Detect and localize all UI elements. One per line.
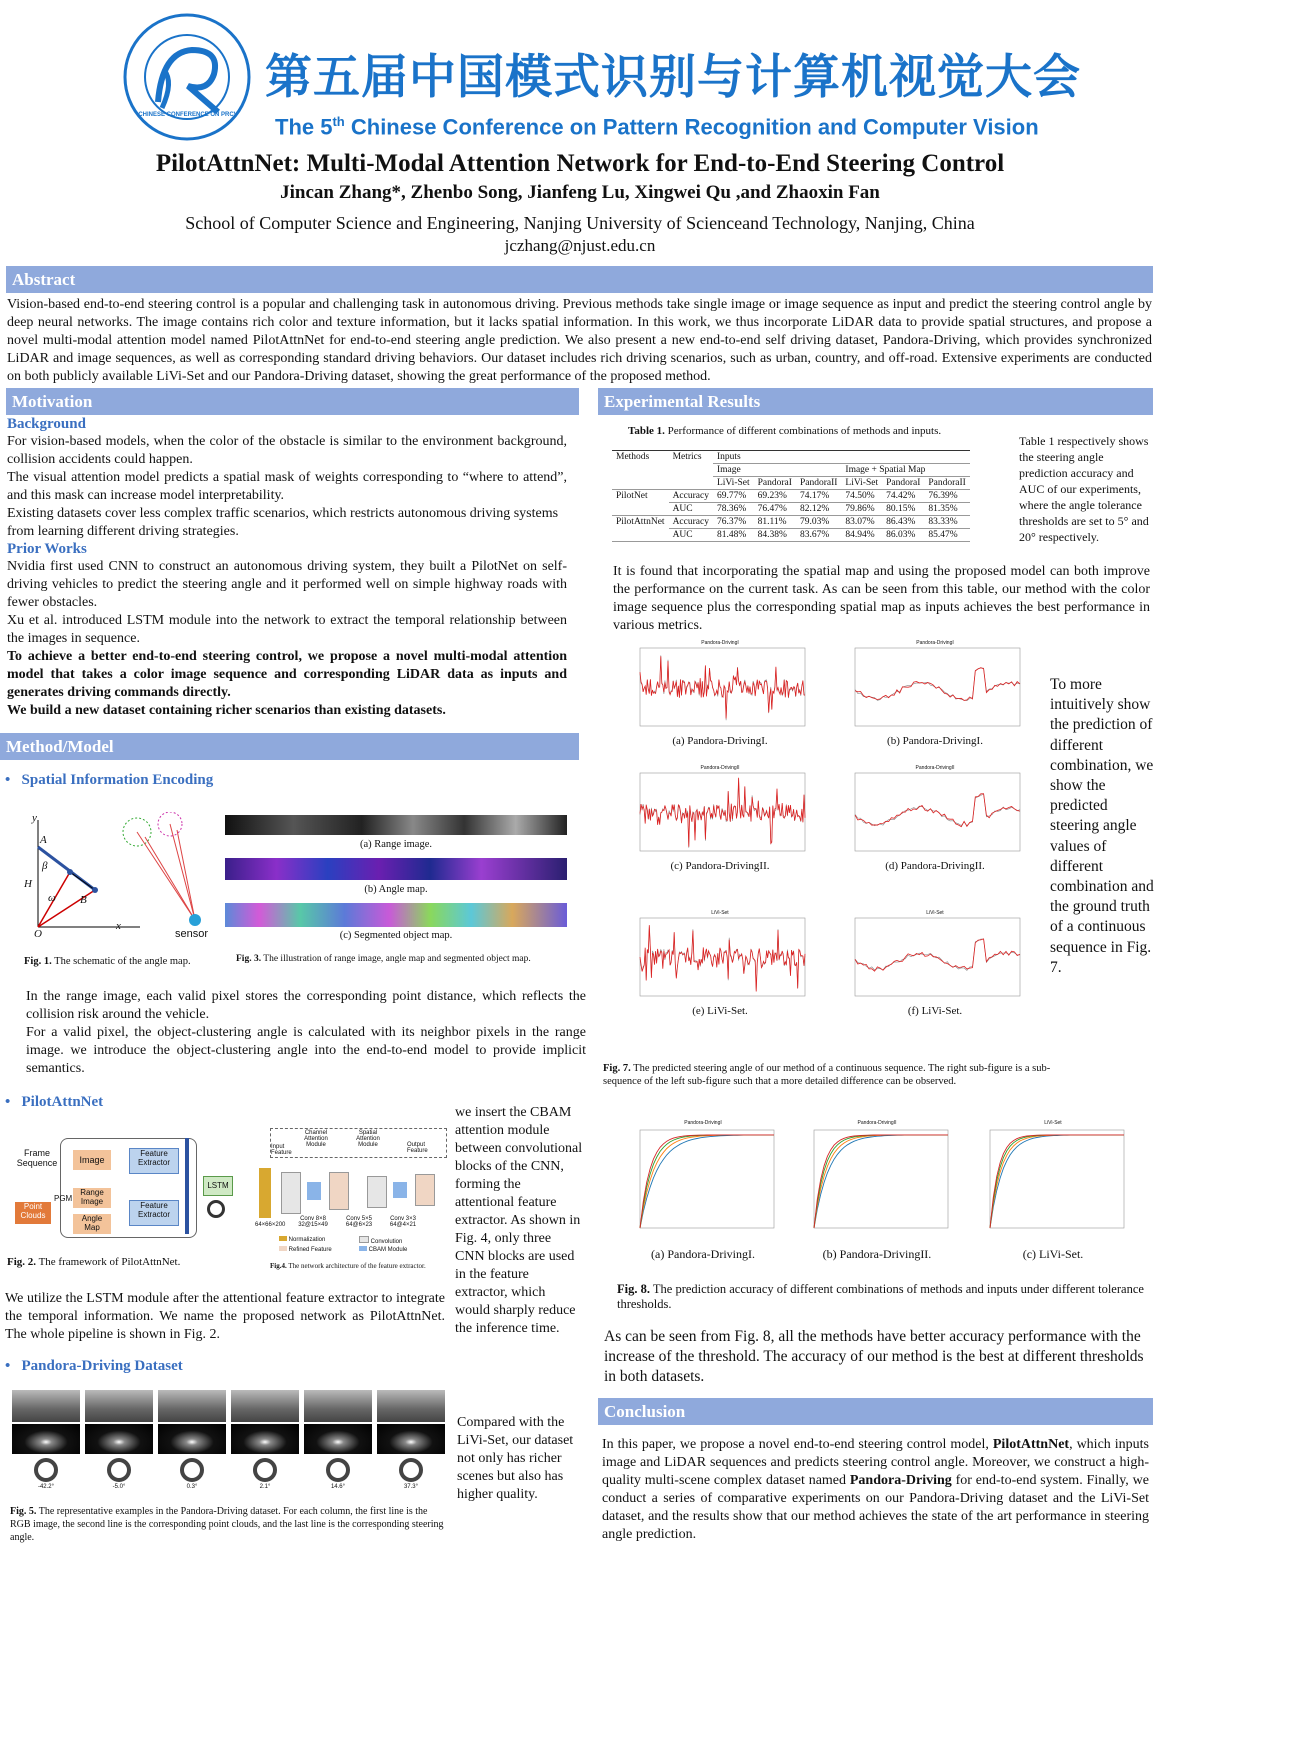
prior-works-title: Prior Works (7, 541, 87, 557)
fig4-block4 (415, 1174, 435, 1206)
fig5-caption-text: The representative examples in the Pandora-Driving dataset. For each column, the first line is the RGB image, the second line is the corresponding point clouds, and the last line is the corresponding steering angle. (10, 1506, 444, 1543)
fig4-legend-conv (359, 1236, 402, 1245)
fig3-sub-b: (b) Angle map. (364, 884, 428, 895)
table-row (612, 490, 970, 503)
fig7-plot (845, 916, 1025, 1006)
fig7-chart-title: LiVi-Set (926, 910, 944, 916)
prior-works-bold1: To achieve a better end-to-end steering control, we propose a novel multi-modal attention model that takes a color image sequence and corresponding LiDAR data as inputs and generates driving commands directly. (7, 649, 567, 700)
th-cols-row (612, 477, 970, 490)
logo-lettering: CHINESE CONFERENCE ON PRCV (138, 112, 238, 118)
fig1-caption-text: The schematic of the angle map. (51, 956, 191, 967)
cell-method: PilotNet (612, 490, 669, 503)
fig3-segmented-map (225, 903, 567, 927)
cell-method (612, 503, 669, 516)
cell-value: 80.15% (882, 503, 924, 516)
fig7-plot (630, 646, 810, 736)
fig7-chart-title: LiVi-Set (711, 910, 729, 916)
fig5-point-cloud (231, 1424, 299, 1454)
authors: Jincan Zhang*, Zhenbo Song, Jianfeng Lu, Xingwei Qu ,and Zhaoxin Fan (280, 182, 880, 203)
fig7-plot (630, 771, 810, 861)
fig8-chart (628, 1120, 778, 1240)
fig8-plot (628, 1126, 778, 1238)
th-empty1 (612, 464, 669, 477)
fig4-conv-text: Convolution (370, 1239, 403, 1245)
fig1-label-h: H (24, 878, 32, 890)
steering-wheel-icon (34, 1458, 58, 1482)
background-p2: The visual attention model predicts a spatial mask of weights corresponding to “where to attend”, and this mask can increase model interpretability. (7, 470, 567, 503)
cell-value: 86.03% (882, 529, 924, 542)
cell-value: 76.39% (924, 490, 969, 503)
fig8-caption-label: Fig. 8. (617, 1282, 650, 1296)
fig8-plot-frame (640, 1130, 774, 1228)
steering-wheel-icon (253, 1458, 277, 1482)
fig4-c1: Conv 8×8 32@15×49 (298, 1216, 328, 1228)
prior-works-p2: Xu et al. introduced LSTM module into the network to extract the temporal relationship between the images in sequence. (7, 613, 567, 646)
fig4-c3: Conv 3×3 64@4×21 (389, 1216, 417, 1228)
email: jczhang@njust.edu.cn (504, 236, 656, 255)
table-row (612, 516, 970, 529)
background-p3: Existing datasets cover less complex traffic scenarios, which restricts autonomous driving systems from learning different driving strategies. (7, 506, 559, 539)
fig8-sub-caption: (b) Pandora-DrivingII. (822, 1247, 932, 1261)
fig7-plot-frame (855, 648, 1020, 726)
motivation-body (7, 416, 567, 720)
sensor-label: sensor (175, 928, 209, 940)
fig8-chart-title: LiVi-Set (1044, 1120, 1062, 1126)
fig4-input-block (259, 1168, 271, 1218)
fig7-plot (845, 646, 1025, 736)
fig5-point-cloud (377, 1424, 445, 1454)
fig1-label-beta: β (42, 860, 48, 872)
fig2-lstm: LSTM (203, 1176, 233, 1196)
fig4-c2: Conv 5×5 64@6×23 (345, 1216, 373, 1228)
fig3-caption (236, 953, 576, 966)
cell-value: 76.47% (754, 503, 796, 516)
fig4-cbam1 (307, 1182, 321, 1200)
results-table-wrap (612, 450, 970, 542)
fig2-range-image: Range Image (73, 1188, 111, 1208)
fig5-angle-label: 37.3° (403, 1484, 419, 1490)
fig7-chart-title: Pandora-DrivingII (700, 765, 740, 771)
table-caption-label: Table 1. (628, 425, 665, 437)
sie-title-text: Spatial Information Encoding (21, 772, 214, 788)
fig7-caption-label: Fig. 7. (603, 1063, 631, 1074)
cell-value: 79.86% (841, 503, 882, 516)
lstm-text: We utilize the LSTM module after the attentional feature extractor to integrate the temporal information. We name the proposed network as PilotAttnNet. The whole pipeline is shown in Fig. 2. (5, 1291, 445, 1342)
pilotattnnet-title-text: PilotAttnNet (21, 1094, 104, 1110)
fig3-angle-map (225, 858, 567, 880)
cell-metric: Accuracy (669, 516, 713, 529)
th-inputs: Inputs (713, 451, 970, 464)
fig8-sub-caption: (a) Pandora-DrivingI. (651, 1247, 755, 1261)
prior-works-bold2: We build a new dataset containing richer scenarios than existing datasets. (7, 703, 446, 718)
fig4-sam: Spatial Attention Module (356, 1130, 380, 1148)
fig2-caption (7, 1256, 237, 1269)
fig4-legend-norm (279, 1236, 325, 1243)
sie-title: • Spatial Information Encoding (5, 772, 214, 788)
cell-value: 86.43% (882, 516, 924, 529)
cell-value: 74.17% (796, 490, 841, 503)
cell-method: PilotAttnNet (612, 516, 669, 529)
cell-metric: Accuracy (669, 490, 713, 503)
method-heading: Method/Model (0, 733, 579, 760)
fig4-dim0: 64×66×200 (255, 1222, 286, 1228)
cell-value: 81.11% (754, 516, 796, 529)
background-p1: For vision-based models, when the color of the obstacle is similar to the environment background, collision accidents could happen. (7, 434, 567, 467)
fig4-block2 (329, 1172, 349, 1210)
fig2-fe2: Feature Extractor (129, 1200, 179, 1226)
fig1-caption (24, 955, 219, 968)
fig5-point-cloud (85, 1424, 153, 1454)
fig8-caption (617, 1282, 1147, 1312)
fig7-chart (630, 910, 810, 1005)
fig4-caption-label: Fig.4. (270, 1262, 287, 1270)
th-methods: Methods (612, 451, 669, 464)
fig4-norm-text: Normalization (288, 1237, 326, 1243)
table-row (612, 529, 970, 542)
cell-value: 69.77% (713, 490, 754, 503)
fig4-refined-text: Refined Feature (288, 1247, 332, 1253)
conf-title-sup: th (332, 114, 345, 129)
steering-wheel-icon (326, 1458, 350, 1482)
fig7-sub-caption: (d) Pandora-DrivingII. (885, 860, 985, 872)
cell-value: 81.35% (924, 503, 969, 516)
paper-title: PilotAttnNet: Multi-Modal Attention Network for End-to-End Steering Control (155, 150, 1005, 177)
table-side-text: Table 1 respectively shows the steering angle prediction accuracy and AUC of our experiments, where the angle tolerance thresholds are set to 5° and 20° respectively. (1019, 434, 1149, 544)
concl-t1: In this paper, we propose a novel end-to-end steering control model, (602, 1437, 993, 1452)
cell-value: 69.23% (754, 490, 796, 503)
table-caption-text: Performance of different combinations of methods and inputs. (664, 425, 942, 437)
cell-value: 83.33% (924, 516, 969, 529)
fig8-plot (802, 1126, 952, 1238)
cell-value: 78.36% (713, 503, 754, 516)
pandora-title: • Pandora-Driving Dataset (5, 1358, 183, 1374)
chinese-conference-title: 第五届中国模式识别与计算机视觉大会 (265, 50, 1081, 105)
fig3-sub-a: (a) Range image. (359, 839, 432, 850)
affiliation: School of Computer Science and Engineering, Nanjing University of Scienceand Technology, Nanjing, China (185, 213, 975, 233)
th-empty2 (669, 464, 713, 477)
fig5-point-cloud (158, 1424, 226, 1454)
fig1-label-b: B (80, 894, 87, 906)
fig8-chart-title: Pandora-DrivingI (684, 1120, 722, 1126)
fig7-chart (845, 765, 1025, 860)
fig5-angle-label: 0.3° (186, 1484, 198, 1490)
concl-b2: Pandora-Driving (849, 1473, 952, 1488)
cell-value: 81.48% (713, 529, 754, 542)
fig7-chart (845, 910, 1025, 1005)
cell-metric: AUC (669, 529, 713, 542)
fig3-sub-c: (c) Segmented object map. (339, 930, 453, 941)
fig4-block1 (281, 1172, 301, 1214)
fig7-side-text: To more intuitively show the prediction of different combination, we show the predicted steering angle values of different combination and the ground truth of a continuous sequence in Fig. 7. (1050, 676, 1154, 976)
fig2-point-clouds: Point Clouds (15, 1202, 51, 1224)
fig5-angle-label: 2.1° (259, 1484, 271, 1490)
fig2-framework (5, 1136, 250, 1241)
fig4-cam: Channel Attention Module (304, 1130, 328, 1148)
fig7-plot (630, 916, 810, 1006)
cell-value: 74.50% (841, 490, 882, 503)
cell-value: 74.42% (882, 490, 924, 503)
conf-title-pre: The 5 (275, 114, 333, 140)
concl-b1: PilotAttnNet (992, 1437, 1070, 1452)
th-empty3 (612, 477, 669, 490)
fig7-sub-caption: (a) Pandora-DrivingI. (672, 735, 768, 747)
fig5-point-cloud (304, 1424, 372, 1454)
conf-title-post: Chinese Conference on Pattern Recognition and Computer Vision (344, 114, 1039, 140)
table-text: It is found that incorporating the spatial map and using the proposed model can both improve the performance on the current task. As can be seen from this table, our method with the color image sequence plus the corresponding spatial map as inputs achieves the best performance in various metrics. (613, 564, 1150, 633)
th-col-4: PandoraI (882, 477, 924, 490)
fig7-chart-title: Pandora-DrivingI (916, 640, 954, 646)
cell-value: 83.07% (841, 516, 882, 529)
cell-value: 79.03% (796, 516, 841, 529)
sensor-illustration (115, 812, 220, 942)
fig7-chart (630, 640, 810, 735)
fig2-pgm: PGM (54, 1194, 73, 1203)
steering-wheel-icon (399, 1458, 423, 1482)
fig7-sub-caption: (b) Pandora-DrivingI. (887, 735, 983, 747)
concl-t3: for end-to-end system. Finally, we conduct a series of comparative experiments on our Pandora-Driving dataset and the LiVi-Set dataset, and the results show that our method achieves the state of the art performance in steering angle prediction. (602, 1473, 1149, 1542)
pandora-title-text: Pandora-Driving Dataset (21, 1358, 183, 1374)
fig7-chart (630, 765, 810, 860)
steering-wheel-icon (107, 1458, 131, 1482)
fig7-caption-text: The predicted steering angle of our method of a continuous sequence. The right sub-figure is a sub-sequence of the left sub-figure such that a more detailed difference can be observed. (603, 1063, 1051, 1087)
results-table (612, 450, 970, 542)
fig1-label-a: A (40, 834, 47, 846)
fig7-chart-title: Pandora-DrivingI (701, 640, 739, 646)
fig8-text: As can be seen from Fig. 8, all the methods have better accuracy performance with the increase of the threshold. The accuracy of our method is the best at different thresholds in both datasets. (604, 1328, 1144, 1385)
fig5-angle-label: -5.0° (112, 1484, 126, 1490)
background-title: Background (7, 416, 86, 432)
th-col-1: PandoraI (754, 477, 796, 490)
fig5-rgb-image (12, 1390, 80, 1422)
fig4-legend-cbam (359, 1246, 407, 1253)
sie-p1: In the range image, each valid pixel stores the corresponding point distance, which reflects the collision risk around the vehicle. (26, 989, 586, 1022)
steering-wheel-icon (207, 1200, 225, 1218)
fig7-plot-frame (855, 918, 1020, 996)
cell-value: 85.47% (924, 529, 969, 542)
fig7-sub-caption: (f) LiVi-Set. (907, 1005, 963, 1017)
fig8-chart (978, 1120, 1128, 1240)
fig5-rgb-image (85, 1390, 153, 1422)
table-caption (628, 425, 941, 438)
english-conference-title (275, 114, 1055, 140)
fig4-input: Input Feature (271, 1144, 292, 1156)
th-col-2: PandoraII (796, 477, 841, 490)
fig7-sub-caption: (c) Pandora-DrivingII. (670, 860, 770, 872)
fig3-caption-label: Fig. 3. (236, 954, 262, 964)
fig5-point-cloud (12, 1424, 80, 1454)
fig1-label-o: O (34, 928, 42, 940)
sie-p2: For a valid pixel, the object-clustering angle is calculated with its neighbor pixels in the range image. we introduce the object-clustering angle into the end-to-end model to provide implicit semantics. (26, 1025, 586, 1076)
fig4-output: Output Feature (407, 1142, 428, 1154)
fig8-caption-text: The prediction accuracy of different combinations of methods and inputs under different tolerance thresholds. (617, 1282, 1144, 1311)
fig2-caption-label: Fig. 2. (7, 1256, 37, 1268)
steering-wheel-icon (180, 1458, 204, 1482)
concl-t2: , which inputs image and LiDAR sequences and predicts steering control angle. Moreover, we construct a high-quality multi-scene complex dataset named (602, 1437, 1149, 1488)
pilotattnnet-title: • PilotAttnNet (5, 1094, 104, 1110)
cell-value: 83.67% (796, 529, 841, 542)
conference-logo (122, 12, 252, 142)
th-col-0: LiVi-Set (713, 477, 754, 490)
fig1-label-omega: ω (48, 892, 56, 904)
fig5-caption-label: Fig. 5. (10, 1506, 37, 1517)
results-heading: Experimental Results (598, 388, 1153, 415)
fig4-caption-text: The network architecture of the feature extractor. (286, 1262, 426, 1270)
th-col-5: PandoraII (924, 477, 969, 490)
fig5-angle-label: 14.6° (330, 1484, 346, 1490)
fig7-chart-title: Pandora-DrivingII (915, 765, 955, 771)
fig2-caption-text: The framework of PilotAttnNet. (36, 1256, 181, 1268)
fig2-fe1: Feature Extractor (129, 1148, 179, 1174)
pandora-text: Compared with the LiVi-Set, our dataset not only has richer scenes but also has higher quality. (457, 1415, 574, 1502)
fig5-rgb-image (377, 1390, 445, 1422)
fig8-plot (978, 1126, 1128, 1238)
fig3-range-image (225, 815, 567, 835)
cbam-text: we insert the CBAM attention module between convolutional blocks of the CNN, forming the attentional feature extractor. As shown in Fig. 4, only three CNN blocks are used in the feature extractor, which would sharply reduce the inference time. (455, 1105, 583, 1336)
conclusion-heading: Conclusion (598, 1398, 1153, 1425)
fig5-rgb-image (158, 1390, 226, 1422)
th-ism: Image + Spatial Map (841, 464, 969, 477)
cell-value: 76.37% (713, 516, 754, 529)
prior-works-p1: Nvidia first used CNN to construct an autonomous driving system, they built a PilotNet on self-driving vehicles to predict the steering angle and it performed well on simple highway roads with fewer obstacles. (7, 559, 567, 610)
fig2-frame-seq: Frame Sequence (16, 1148, 58, 1168)
abstract-text: Vision-based end-to-end steering control is a popular and challenging task in autonomous driving. Previous methods take single image or image sequence as input and predict the steering control angle by deep neural networks. The image contains rich color and texture information, but it lacks spatial information. In this work, we thus incorporate LiDAR data to provide spatial structures, and propose a novel multi-modal attention model named PilotAttnNet for end-to-end steering angle prediction. We also present a new end-to-end self driving dataset, Pandora-Driving, which provides synchronized LiDAR and image sequences, as well as corresponding standard driving behaviors. Our dataset includes rich driving scenarios, such as urban, country, and off-road. Extensive experiments are conducted on both publicly available LiVi-Set and our Pandora-Driving dataset, showing the great performance of the proposed method. (7, 297, 1152, 384)
fig8-chart (802, 1120, 952, 1240)
cell-value: 84.94% (841, 529, 882, 542)
fig4-caption (270, 1260, 460, 1273)
cell-value: 84.38% (754, 529, 796, 542)
th-image: Image (713, 464, 841, 477)
fig1-label-x: x (116, 920, 121, 932)
fig8-chart-title: Pandora-DrivingII (857, 1120, 897, 1126)
abstract-heading: Abstract (6, 266, 1153, 293)
fig8-plot-frame (990, 1130, 1124, 1228)
cell-method (612, 529, 669, 542)
fig1-label-y: y (32, 812, 37, 824)
th-col-3: LiVi-Set (841, 477, 882, 490)
cell-metric: AUC (669, 503, 713, 516)
th-empty4 (669, 477, 713, 490)
fig4-cbam-text: CBAM Module (368, 1247, 408, 1253)
fig5-examples (12, 1390, 447, 1498)
th-metrics: Metrics (669, 451, 713, 464)
fig7-sub-caption: (e) LiVi-Set. (692, 1005, 748, 1017)
fig4-cbam2 (393, 1182, 407, 1198)
fig8-sub-caption: (c) LiVi-Set. (1022, 1247, 1084, 1261)
fig7-plot (845, 771, 1025, 861)
fig2-image-box: Image (73, 1150, 111, 1170)
fig5-caption (10, 1505, 450, 1544)
table-row (612, 503, 970, 516)
fig7-chart (845, 640, 1025, 735)
fig4-architecture (255, 1126, 450, 1261)
fig5-rgb-image (304, 1390, 372, 1422)
fig2-concat-bar (185, 1138, 189, 1234)
fig4-legend-refined (279, 1246, 332, 1253)
fig4-block3 (367, 1176, 387, 1208)
fig5-angle-label: -42.2° (37, 1484, 55, 1490)
cell-value: 82.12% (796, 503, 841, 516)
fig1-caption-label: Fig. 1. (24, 956, 52, 967)
fig2-angle-map: Angle Map (73, 1214, 111, 1234)
motivation-heading: Motivation (6, 388, 579, 415)
fig3-caption-text: The illustration of range image, angle map and segmented object map. (261, 954, 531, 964)
fig7-caption (603, 1062, 1058, 1088)
fig5-rgb-image (231, 1390, 299, 1422)
conclusion-text (602, 1436, 1149, 1544)
